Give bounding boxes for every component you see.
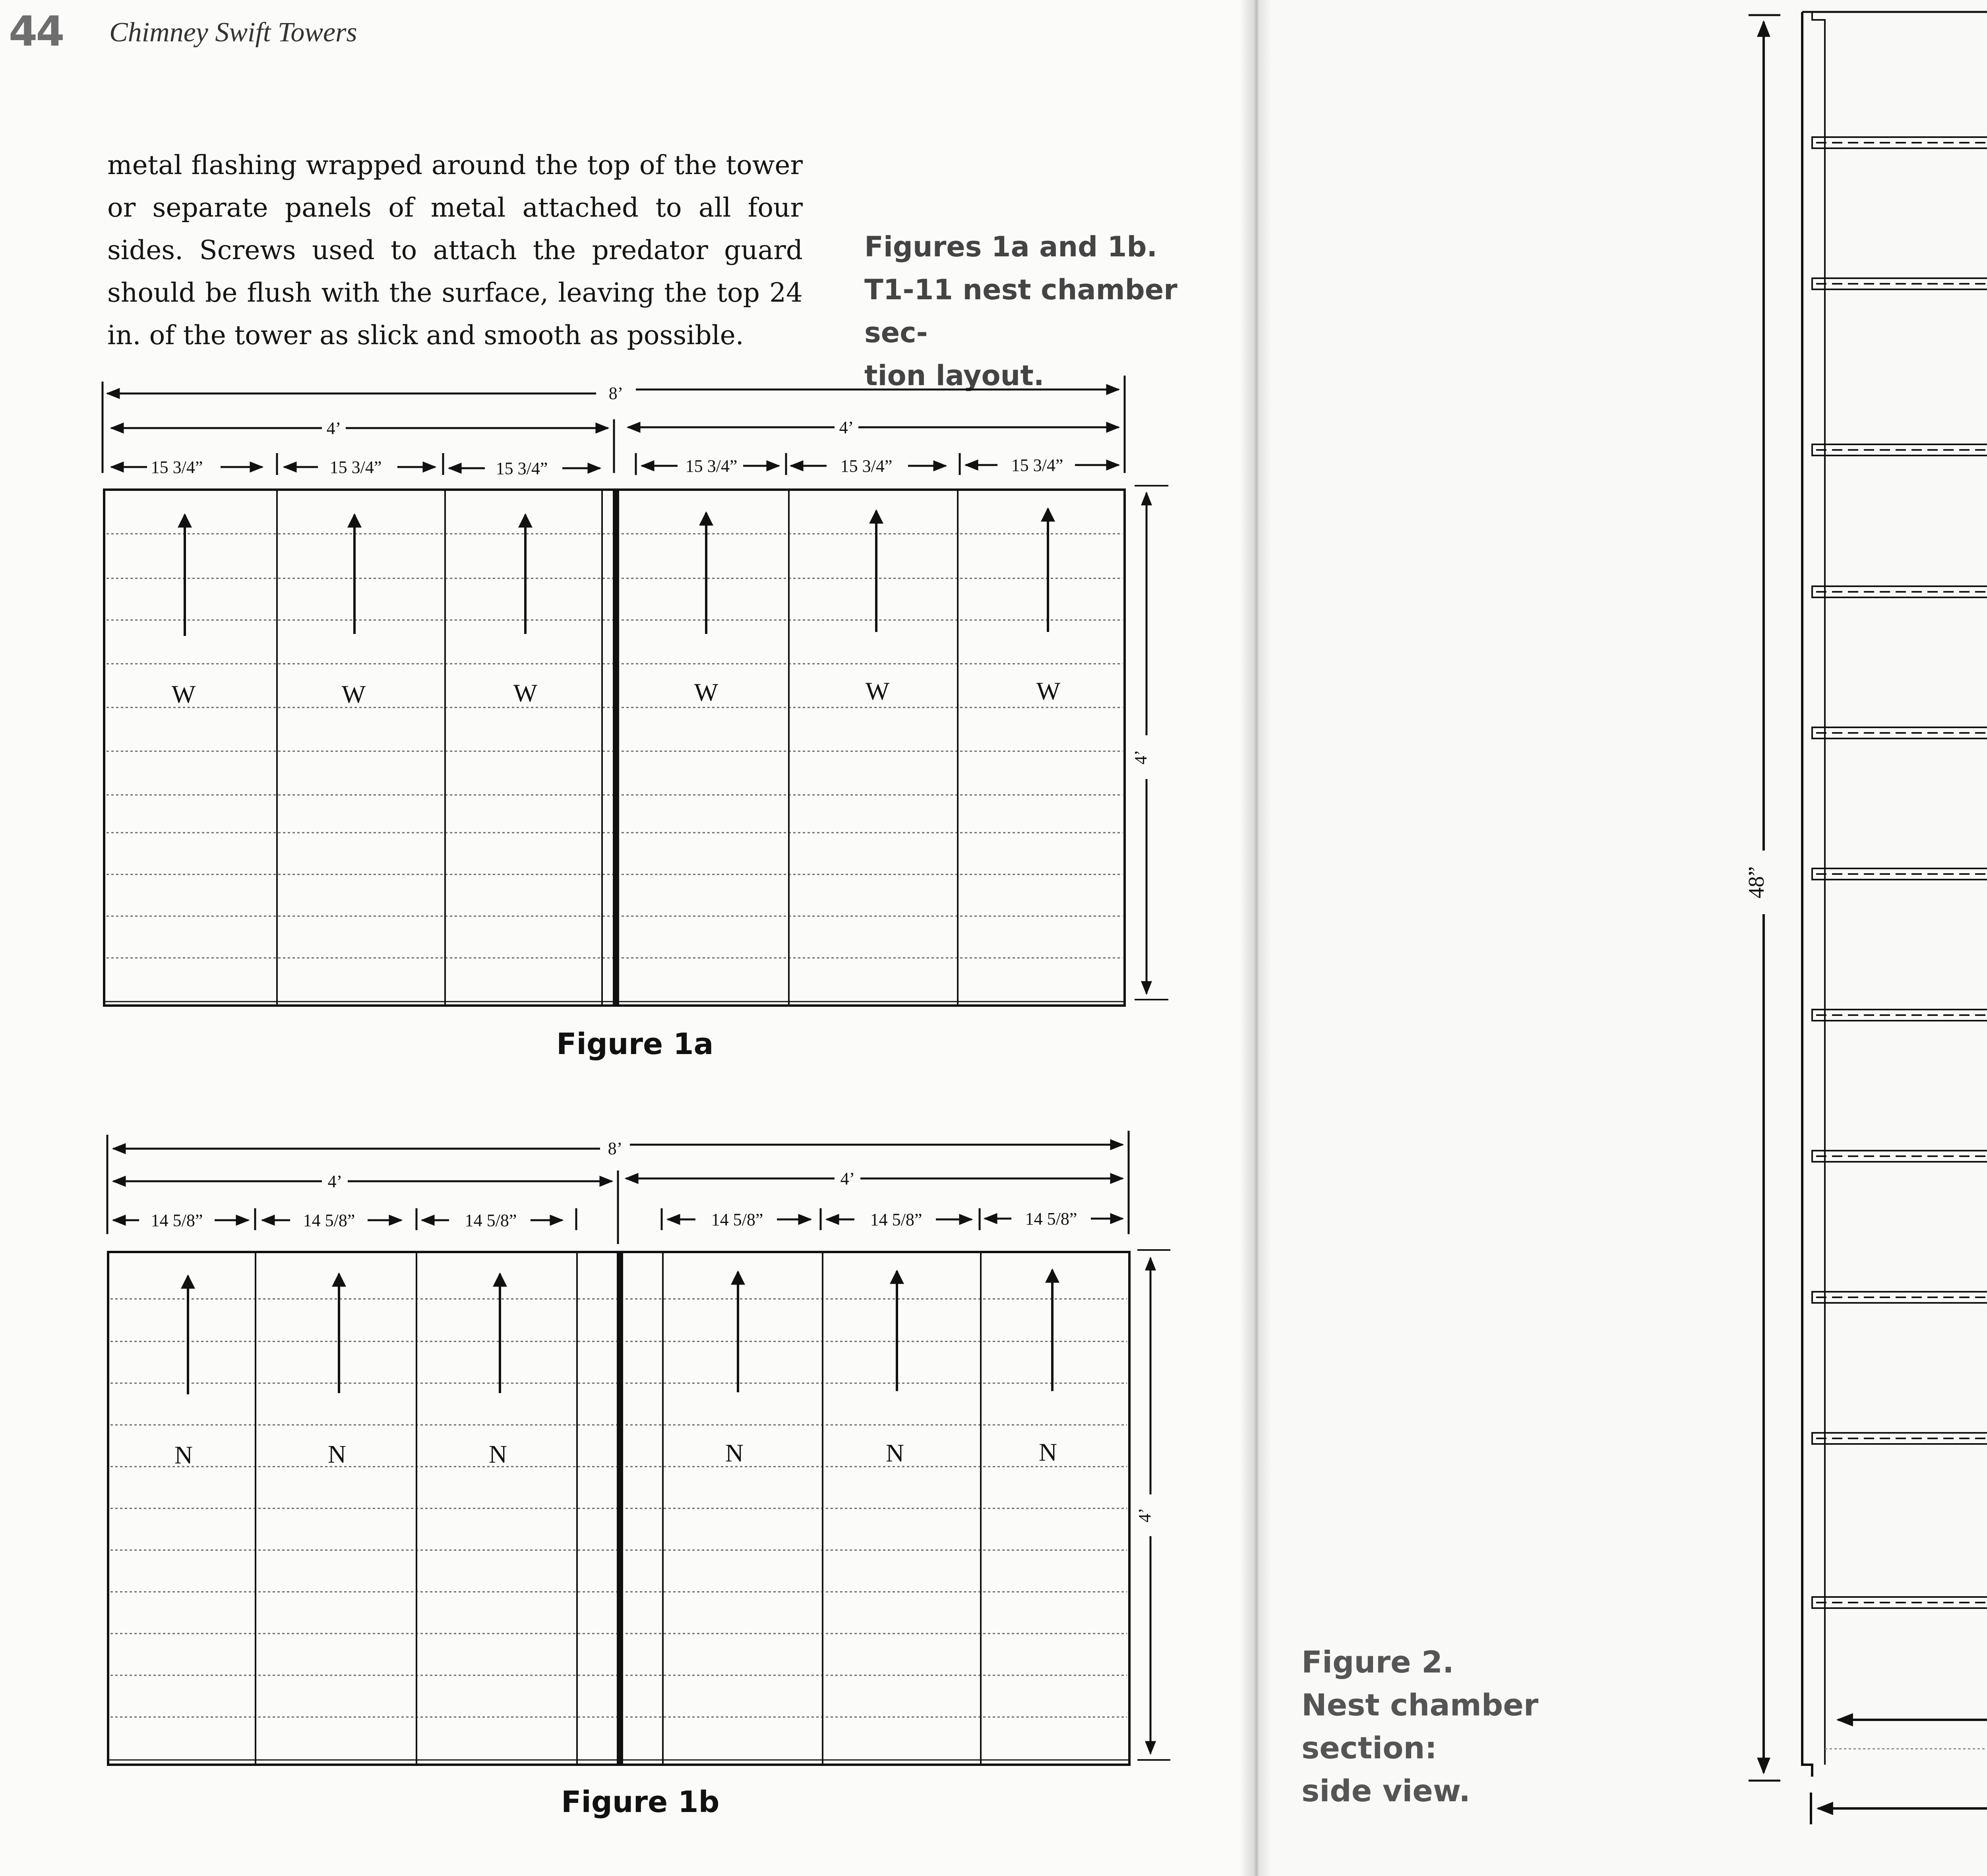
- dimension-half-width: 4’: [840, 1169, 855, 1188]
- panel-letter: N: [885, 1439, 904, 1467]
- shelf-groove: [1812, 137, 1987, 148]
- caption-line: Figures 1a and 1b.: [864, 231, 1158, 263]
- dimension-panel-width: 14 5/8”: [711, 1210, 763, 1229]
- caption-line: Figure 2.: [1301, 1644, 1454, 1680]
- dimension-panel-width: 15 3/4”: [151, 457, 203, 477]
- board-left-edge: [1802, 12, 1812, 1777]
- dimension-panel-width: 14 5/8”: [151, 1211, 203, 1230]
- panel-letter: N: [174, 1441, 193, 1469]
- shelf-grooves: [1812, 137, 1987, 1608]
- shelf-groove: [1812, 727, 1987, 738]
- shelf-groove: [1812, 278, 1987, 289]
- dimension-panel-width: 14 5/8”: [1025, 1209, 1077, 1229]
- dimension-panel-width: 15 3/4”: [1011, 455, 1063, 475]
- page-number-left: 44: [9, 7, 63, 56]
- caption-line: T1-11 nest chamber sec-: [864, 273, 1177, 349]
- dimension-panel-width: 15 3/4”: [329, 457, 382, 477]
- dimension-panel-width: 15 3/4”: [685, 456, 738, 476]
- running-head: Chimney Swift Towers: [109, 17, 357, 48]
- figure-1a-label: Figure 1a: [556, 1027, 714, 1061]
- caption-line: Nest chamber section:: [1301, 1687, 1539, 1766]
- dimension-half-width: 4’: [326, 419, 341, 438]
- dimension-height: 48”: [1744, 866, 1769, 899]
- panel-letter: N: [1038, 1438, 1057, 1466]
- shelf-groove: [1812, 444, 1987, 455]
- panel-letter: W: [513, 679, 538, 707]
- panel-letter: N: [327, 1440, 347, 1468]
- dimension-panel-width: 14 5/8”: [465, 1211, 517, 1230]
- shelf-groove: [1812, 868, 1987, 880]
- shelf-groove: [1812, 1597, 1987, 1608]
- shelf-groove: [1812, 586, 1987, 597]
- panel-letter: W: [1036, 677, 1061, 705]
- dimension-panel-width: 14 5/8”: [870, 1210, 922, 1229]
- board-inner-left-edge: [1812, 12, 1825, 1765]
- figure-2: [1744, 12, 1987, 1824]
- dimension-half-width: 4’: [327, 1172, 343, 1191]
- panel-letter: W: [694, 678, 718, 706]
- panel-letter: W: [171, 680, 196, 708]
- dimension-total-width: 8’: [608, 384, 624, 403]
- shelf-groove: [1812, 1010, 1987, 1021]
- figure-1b-label: Figure 1b: [561, 1785, 720, 1819]
- dimension-height: 4’: [1135, 1508, 1154, 1523]
- dimension-panel-width: 14 5/8”: [303, 1211, 355, 1230]
- shelf-groove: [1812, 1151, 1987, 1162]
- figure-1b: [107, 1131, 1170, 1765]
- figure-2-caption: [1301, 1641, 1659, 1812]
- body-text: metal flashing wrapped around the top of the tower or separate panels of metal attached to all four sides. Screws used to attach the predator guard should be flush with the surface, leaving the top 24 in. of the tower as slick and smooth as possible.: [107, 150, 803, 351]
- caption-line: tion layout.: [864, 359, 1044, 392]
- dimension-height: 4’: [1131, 750, 1150, 765]
- caption-line: side view.: [1301, 1773, 1471, 1808]
- panel-letter: W: [865, 677, 890, 705]
- dimension-half-width: 4’: [839, 418, 854, 437]
- dimension-panel-width: 15 3/4”: [840, 456, 893, 476]
- shelf-groove: [1812, 1433, 1987, 1444]
- dimension-total-width: 8’: [608, 1139, 623, 1158]
- figure-1a: [103, 376, 1168, 1006]
- panel-letter: N: [725, 1439, 744, 1467]
- panel-letter: W: [341, 680, 366, 708]
- shelf-groove: [1812, 1292, 1987, 1303]
- panel-letter: N: [488, 1440, 507, 1468]
- dimension-panel-width: 15 3/4”: [496, 459, 548, 478]
